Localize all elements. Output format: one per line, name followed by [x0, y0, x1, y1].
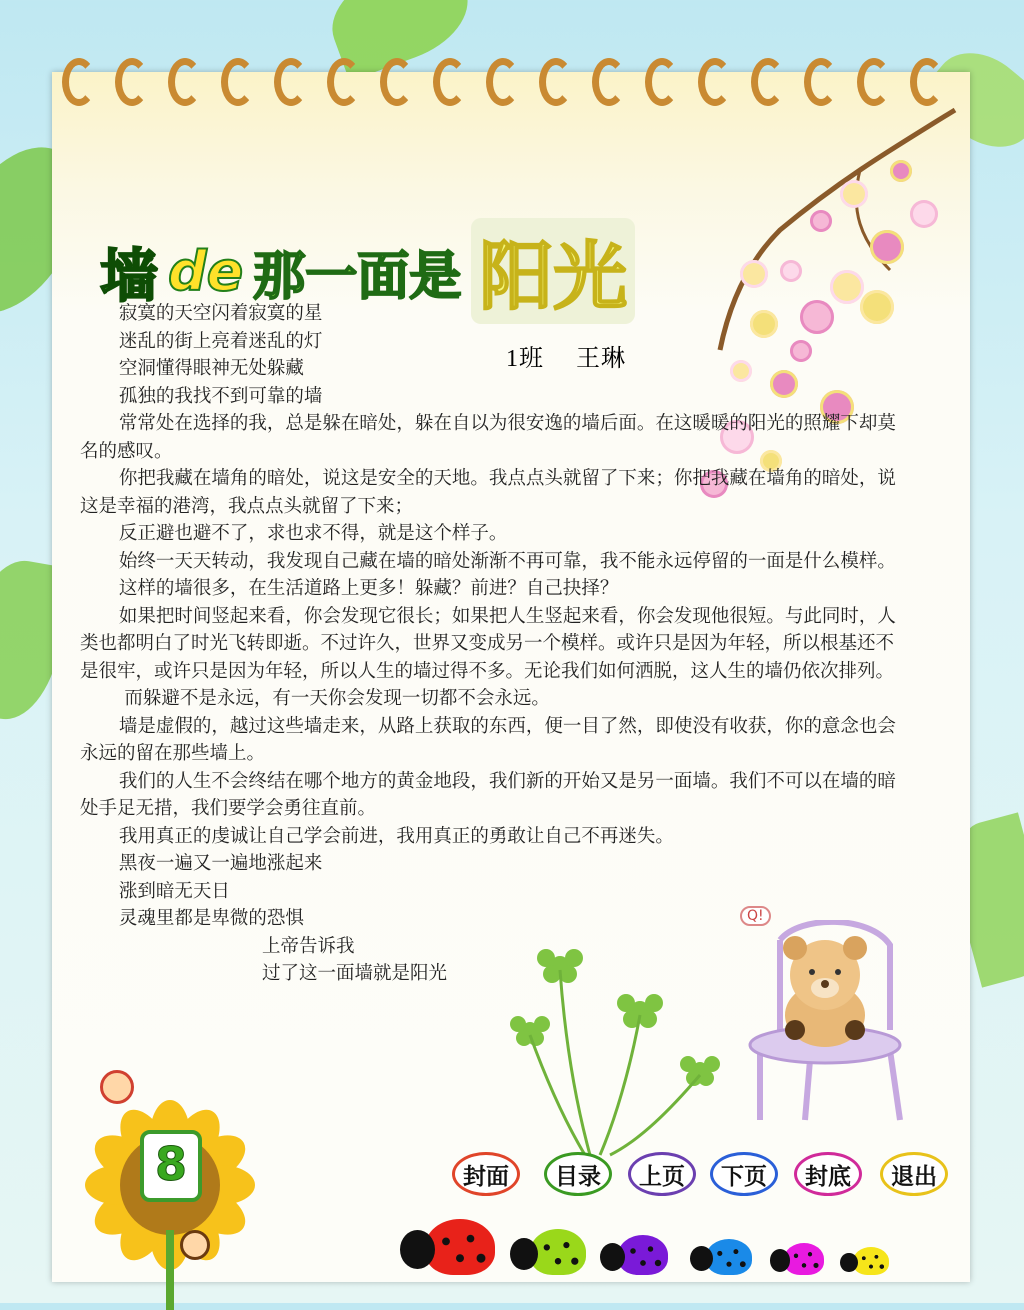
- blossom-flower: [870, 230, 904, 264]
- clover-flowers-illustration: [490, 940, 750, 1160]
- ladybug-head: [600, 1243, 625, 1271]
- poem-line: 灵魂里都是卑微的恐惧: [118, 908, 304, 929]
- blossom-flower: [840, 180, 868, 208]
- paragraph: 这样的墙很多，在生活道路上更多！躲藏？前进？自己抉择？: [118, 578, 619, 599]
- binding-ring: [168, 58, 202, 106]
- nav-next-page-button[interactable]: 下页: [710, 1152, 778, 1196]
- binding-ring: [539, 58, 573, 106]
- nav-prev-page-button[interactable]: 上页: [628, 1152, 696, 1196]
- nav-cover-button[interactable]: 封面: [452, 1152, 520, 1196]
- ladybug-head: [770, 1249, 790, 1271]
- paragraph: 墙是虚假的，越过这些墙走来，从路上获取的东西，便一目了然，即使没有收获，你的意念也会永远的留在那些墙上。: [80, 715, 896, 764]
- nav-contents-button[interactable]: 目录: [544, 1152, 612, 1196]
- article-body: [80, 300, 910, 988]
- ladybug-icon: [530, 1229, 586, 1275]
- poem-line: 黑夜一遍又一遍地涨起来: [118, 853, 323, 874]
- poem-line: 过了这一面墙就是阳光: [262, 963, 448, 984]
- ladybug-icon: [784, 1243, 824, 1275]
- blossom-flower: [890, 160, 912, 182]
- speech-bubble: Q!: [740, 906, 771, 926]
- paragraph: 始终一天天转动，我发现自己藏在墙的暗处渐渐不再可靠，我不能永远停留的一面是什么模样。: [118, 550, 896, 572]
- title-part-side: 那一面是: [253, 246, 462, 307]
- binding-ring: [433, 58, 467, 106]
- teddy-bear-chair-illustration: [740, 908, 910, 1130]
- blossom-flower: [910, 200, 938, 228]
- binding-ring: [62, 58, 96, 106]
- child-figure: [180, 1230, 210, 1260]
- ladybug-row: [400, 1195, 900, 1285]
- nav-back-cover-button[interactable]: 封底: [794, 1152, 862, 1196]
- poem-line: 寂寞的天空闪着寂寞的星: [118, 303, 323, 324]
- binding-ring: [221, 58, 255, 106]
- title-part-sunshine: 阳光: [471, 218, 635, 324]
- ladybug-head: [840, 1253, 858, 1273]
- child-figure: [100, 1070, 134, 1104]
- poem-line: 上帝告诉我: [262, 935, 355, 957]
- paragraph: 而躲避不是永远，有一天你会发现一切都不会永远。: [124, 688, 550, 709]
- nav-exit-button[interactable]: 退出: [880, 1152, 948, 1196]
- paragraph: 我们的人生不会终结在哪个地方的黄金地段，我们新的开始又是另一面墙。我们不可以在墙的暗处手足无措，我们要学会勇往直前。: [80, 770, 896, 819]
- blossom-flower: [740, 260, 768, 288]
- title-part-de: de: [168, 239, 244, 303]
- binding-ring: [115, 58, 149, 106]
- binding-ring: [327, 58, 361, 106]
- binding-ring: [380, 58, 414, 106]
- paragraph: 常常处在选择的我，总是躲在暗处，躲在自以为很安逸的墙后面。在这暖暖的阳光的照耀下却莫名的感叹。: [80, 413, 896, 462]
- poem-line: 孤独的我找不到可靠的墙: [118, 385, 323, 407]
- binding-ring: [592, 58, 626, 106]
- paragraph: 反正避也避不了，求也求不得，就是这个样子。: [118, 523, 508, 544]
- poem-line: 空洞懂得眼神无处躲藏: [118, 358, 304, 379]
- binding-ring: [274, 58, 308, 106]
- binding-ring: [486, 58, 520, 106]
- blossom-flower: [810, 210, 832, 232]
- ladybug-icon: [425, 1219, 495, 1275]
- paragraph: 我用真正的虔诚让自己学会前进，我用真正的勇敢让自己不再迷失。: [118, 825, 674, 847]
- poem-line: 涨到暗无天日: [118, 880, 230, 902]
- blossom-flower: [830, 270, 864, 304]
- paragraph: 你把我藏在墙角的暗处，说这是安全的天地。我点点头就留了下来；你把我藏在墙角的暗处，说这是幸福的港湾，我点点头就留了下来；: [80, 468, 896, 517]
- ladybug-icon: [618, 1235, 668, 1275]
- author-byline: 1班 王琳: [506, 346, 626, 372]
- poem-line: 迷乱的街上亮着迷乱的灯: [118, 330, 323, 352]
- blossom-flower: [780, 260, 802, 282]
- page-number: 8: [140, 1130, 202, 1202]
- title-part-wall: 墙: [100, 242, 159, 310]
- paragraph: 如果把时间竖起来看，你会发现它很长；如果把人生竖起来看，你会发现他很短。与此同时，人类也都明白了时光飞转即逝。不过许久，世界又变成另一个模样。或许只是因为年轻，所以根基还不是很牢，或许只是因为年轻，所以人生的墙过得不多。无论我们如何洒脱，这人生的墙仍依次排列。: [80, 605, 896, 682]
